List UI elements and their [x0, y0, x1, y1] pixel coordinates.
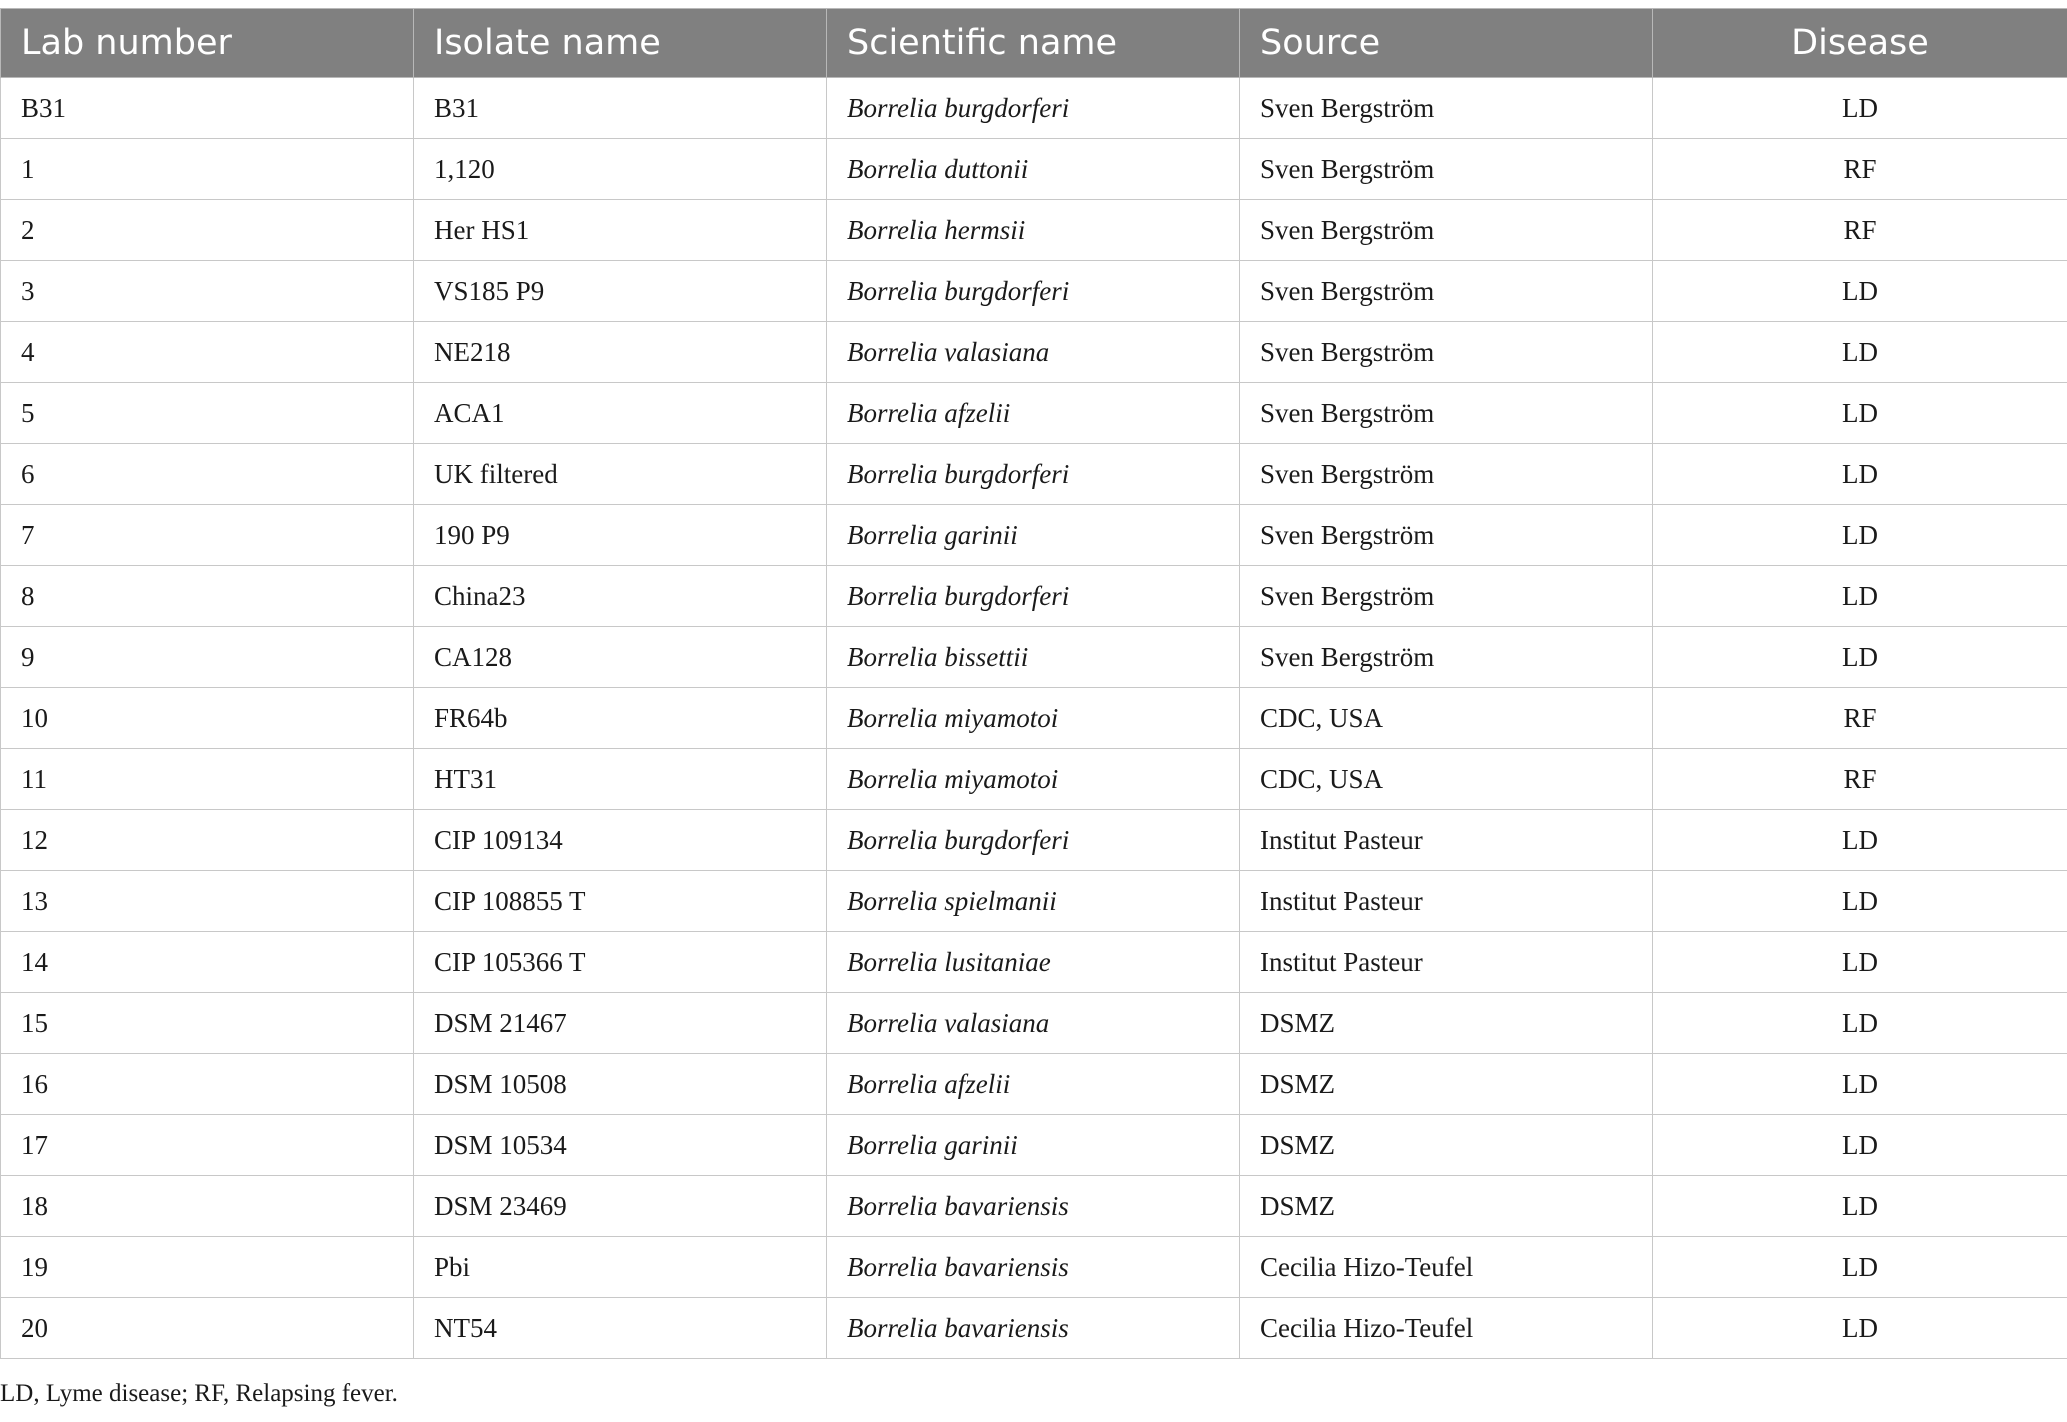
cell-lab-number: 9: [1, 627, 414, 688]
cell-scientific-name: Borrelia garinii: [827, 1115, 1240, 1176]
cell-isolate-name: ACA1: [414, 383, 827, 444]
cell-disease: RF: [1653, 139, 2067, 200]
cell-isolate-name: CIP 108855 T: [414, 871, 827, 932]
cell-scientific-name: Borrelia burgdorferi: [827, 444, 1240, 505]
table-row: [1, 444, 2067, 505]
cell-lab-number: B31: [1, 78, 414, 139]
table-row: [1, 810, 2067, 871]
cell-isolate-name: NT54: [414, 1298, 827, 1359]
cell-scientific-name: Borrelia bavariensis: [827, 1176, 1240, 1237]
cell-lab-number: 6: [1, 444, 414, 505]
cell-disease: LD: [1653, 566, 2067, 627]
cell-source: Cecilia Hizo-Teufel: [1240, 1298, 1653, 1359]
cell-source: Sven Bergström: [1240, 322, 1653, 383]
table-row: [1, 627, 2067, 688]
table-body: [1, 78, 2067, 1359]
cell-disease: LD: [1653, 627, 2067, 688]
cell-lab-number: 3: [1, 261, 414, 322]
cell-lab-number: 14: [1, 932, 414, 993]
cell-disease: RF: [1653, 200, 2067, 261]
cell-scientific-name: Borrelia bavariensis: [827, 1298, 1240, 1359]
cell-source: Institut Pasteur: [1240, 871, 1653, 932]
cell-lab-number: 4: [1, 322, 414, 383]
table-footnote: LD, Lyme disease; RF, Relapsing fever.: [0, 1380, 398, 1407]
table-row: [1, 688, 2067, 749]
cell-lab-number: 5: [1, 383, 414, 444]
cell-scientific-name: Borrelia miyamotoi: [827, 688, 1240, 749]
cell-source: Cecilia Hizo-Teufel: [1240, 1237, 1653, 1298]
cell-source: Sven Bergström: [1240, 566, 1653, 627]
cell-disease: LD: [1653, 1115, 2067, 1176]
table-row: [1, 139, 2067, 200]
table-row: [1, 383, 2067, 444]
cell-lab-number: 15: [1, 993, 414, 1054]
table-row: [1, 505, 2067, 566]
header-source: Source: [1240, 9, 1653, 78]
cell-disease: LD: [1653, 1237, 2067, 1298]
cell-source: Institut Pasteur: [1240, 932, 1653, 993]
cell-scientific-name: Borrelia bissettii: [827, 627, 1240, 688]
header-isolate-name: Isolate name: [414, 9, 827, 78]
cell-disease: LD: [1653, 383, 2067, 444]
table-row: [1, 1115, 2067, 1176]
table-row: [1, 1054, 2067, 1115]
cell-disease: LD: [1653, 993, 2067, 1054]
cell-scientific-name: Borrelia bavariensis: [827, 1237, 1240, 1298]
cell-disease: LD: [1653, 261, 2067, 322]
cell-disease: LD: [1653, 444, 2067, 505]
cell-lab-number: 10: [1, 688, 414, 749]
cell-lab-number: 2: [1, 200, 414, 261]
table-row: [1, 322, 2067, 383]
cell-disease: LD: [1653, 810, 2067, 871]
cell-source: Sven Bergström: [1240, 444, 1653, 505]
cell-disease: LD: [1653, 505, 2067, 566]
cell-isolate-name: CIP 109134: [414, 810, 827, 871]
cell-lab-number: 1: [1, 139, 414, 200]
table-row: [1, 1176, 2067, 1237]
cell-lab-number: 20: [1, 1298, 414, 1359]
table-row: [1, 749, 2067, 810]
cell-source: Sven Bergström: [1240, 383, 1653, 444]
table-row: [1, 78, 2067, 139]
cell-source: Sven Bergström: [1240, 627, 1653, 688]
cell-disease: LD: [1653, 1176, 2067, 1237]
cell-source: Sven Bergström: [1240, 261, 1653, 322]
cell-isolate-name: NE218: [414, 322, 827, 383]
cell-source: DSMZ: [1240, 993, 1653, 1054]
cell-scientific-name: Borrelia lusitaniae: [827, 932, 1240, 993]
table-row: [1, 871, 2067, 932]
cell-lab-number: 12: [1, 810, 414, 871]
cell-scientific-name: Borrelia burgdorferi: [827, 78, 1240, 139]
cell-isolate-name: FR64b: [414, 688, 827, 749]
header-scientific-name: Scientific name: [827, 9, 1240, 78]
cell-scientific-name: Borrelia duttonii: [827, 139, 1240, 200]
cell-lab-number: 13: [1, 871, 414, 932]
table-container: [0, 8, 2067, 1359]
cell-scientific-name: Borrelia valasiana: [827, 993, 1240, 1054]
cell-isolate-name: 1,120: [414, 139, 827, 200]
cell-scientific-name: Borrelia afzelii: [827, 1054, 1240, 1115]
cell-isolate-name: Her HS1: [414, 200, 827, 261]
cell-scientific-name: Borrelia spielmanii: [827, 871, 1240, 932]
cell-isolate-name: China23: [414, 566, 827, 627]
cell-disease: LD: [1653, 1298, 2067, 1359]
cell-lab-number: 19: [1, 1237, 414, 1298]
cell-isolate-name: DSM 23469: [414, 1176, 827, 1237]
table-row: [1, 200, 2067, 261]
cell-isolate-name: 190 P9: [414, 505, 827, 566]
cell-scientific-name: Borrelia afzelii: [827, 383, 1240, 444]
cell-isolate-name: DSM 10534: [414, 1115, 827, 1176]
table-header: [1, 9, 2067, 78]
cell-isolate-name: DSM 21467: [414, 993, 827, 1054]
table-row: [1, 261, 2067, 322]
cell-disease: LD: [1653, 78, 2067, 139]
header-row: [1, 9, 2067, 78]
cell-scientific-name: Borrelia burgdorferi: [827, 261, 1240, 322]
cell-disease: LD: [1653, 932, 2067, 993]
cell-scientific-name: Borrelia hermsii: [827, 200, 1240, 261]
table-row: [1, 993, 2067, 1054]
cell-source: Sven Bergström: [1240, 505, 1653, 566]
cell-lab-number: 17: [1, 1115, 414, 1176]
cell-source: Sven Bergström: [1240, 200, 1653, 261]
cell-lab-number: 7: [1, 505, 414, 566]
cell-isolate-name: B31: [414, 78, 827, 139]
cell-isolate-name: CIP 105366 T: [414, 932, 827, 993]
isolates-table: [0, 8, 2067, 1359]
table-row: [1, 1298, 2067, 1359]
cell-source: DSMZ: [1240, 1054, 1653, 1115]
table-row: [1, 1237, 2067, 1298]
cell-disease: RF: [1653, 688, 2067, 749]
cell-source: Sven Bergström: [1240, 139, 1653, 200]
cell-isolate-name: CA128: [414, 627, 827, 688]
cell-source: Institut Pasteur: [1240, 810, 1653, 871]
cell-scientific-name: Borrelia miyamotoi: [827, 749, 1240, 810]
cell-lab-number: 18: [1, 1176, 414, 1237]
cell-isolate-name: UK filtered: [414, 444, 827, 505]
cell-disease: LD: [1653, 1054, 2067, 1115]
cell-scientific-name: Borrelia burgdorferi: [827, 810, 1240, 871]
table-row: [1, 932, 2067, 993]
cell-disease: RF: [1653, 749, 2067, 810]
header-disease: Disease: [1653, 9, 2067, 78]
cell-disease: LD: [1653, 322, 2067, 383]
cell-source: CDC, USA: [1240, 749, 1653, 810]
header-lab-number: Lab number: [1, 9, 414, 78]
cell-lab-number: 8: [1, 566, 414, 627]
cell-isolate-name: DSM 10508: [414, 1054, 827, 1115]
cell-isolate-name: VS185 P9: [414, 261, 827, 322]
cell-scientific-name: Borrelia garinii: [827, 505, 1240, 566]
cell-source: DSMZ: [1240, 1176, 1653, 1237]
cell-disease: LD: [1653, 871, 2067, 932]
cell-scientific-name: Borrelia valasiana: [827, 322, 1240, 383]
cell-isolate-name: Pbi: [414, 1237, 827, 1298]
cell-lab-number: 11: [1, 749, 414, 810]
cell-source: DSMZ: [1240, 1115, 1653, 1176]
cell-lab-number: 16: [1, 1054, 414, 1115]
cell-source: Sven Bergström: [1240, 78, 1653, 139]
cell-scientific-name: Borrelia burgdorferi: [827, 566, 1240, 627]
cell-isolate-name: HT31: [414, 749, 827, 810]
cell-source: CDC, USA: [1240, 688, 1653, 749]
table-row: [1, 566, 2067, 627]
